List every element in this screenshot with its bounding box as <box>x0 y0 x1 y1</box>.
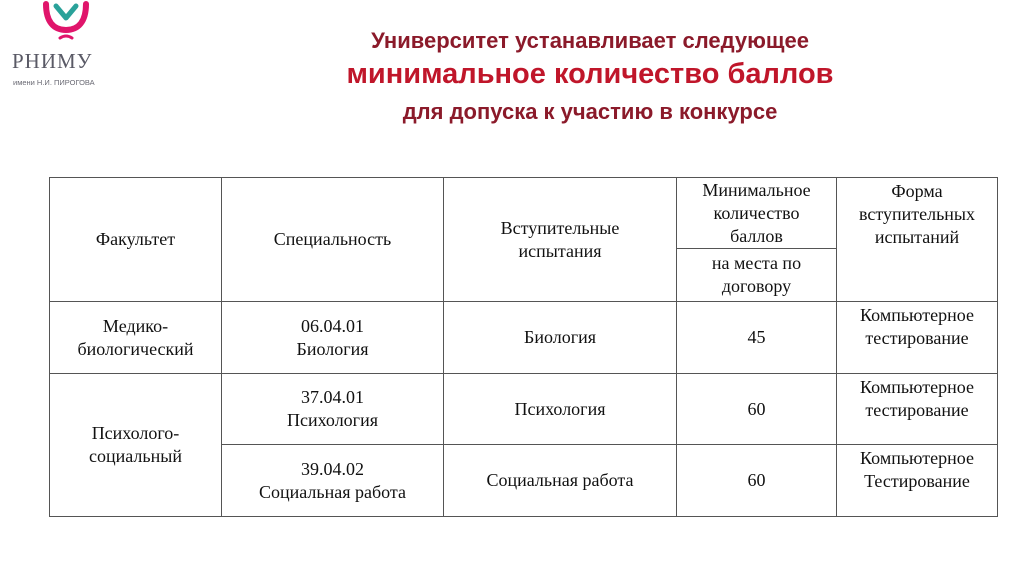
row-2-exam-text: Психология <box>514 398 606 419</box>
row-2-form <box>837 374 998 445</box>
header-min-score <box>677 178 837 249</box>
row-3-exam <box>444 445 677 517</box>
table-row <box>50 374 998 445</box>
row-1-specialty-name: Биология <box>296 338 369 359</box>
row-3-specialty <box>222 445 444 517</box>
logo-subtitle: имени Н.И. ПИРОГОВА <box>13 78 95 87</box>
heading-line-1: Университет устанавливает следующее <box>371 28 809 53</box>
admission-table <box>49 177 998 517</box>
heading-line-3: для допуска к участию в конкурсе <box>402 99 778 124</box>
header-specialty <box>222 178 444 302</box>
row-2-form-line-1: Компьютерное <box>860 377 974 397</box>
header-faculty <box>50 178 222 302</box>
header-exams <box>444 178 677 302</box>
university-logo <box>10 0 120 95</box>
table-header-row <box>50 178 998 249</box>
heading-line-2: минимальное количество баллов <box>346 58 834 90</box>
row-3-specialty-name: Социальная работа <box>259 481 406 502</box>
row-2-exam <box>444 374 677 445</box>
header-specialty-label: Специальность <box>273 229 392 249</box>
logo-name: РНИМУ <box>12 49 93 73</box>
header-faculty-label: Факультет <box>95 229 176 249</box>
header-exams-label: Вступительные испытания <box>500 217 620 261</box>
row-2-score <box>677 374 837 445</box>
row-1-specialty-code: 06.04.01 <box>301 315 364 336</box>
row-2-score-value: 60 <box>747 398 766 419</box>
header-min-score-label: Минимальное количество баллов <box>702 179 811 246</box>
header-contract-places <box>677 249 837 302</box>
row-1-form-line-2: тестирование <box>865 328 969 348</box>
row-3-form-line-1: Компьютерное <box>860 448 974 468</box>
row-3-specialty-code: 39.04.02 <box>301 458 364 479</box>
table-row <box>50 302 998 374</box>
row-1-specialty <box>222 302 444 374</box>
row-3-exam-text: Социальная работа <box>486 470 634 490</box>
rnimu-emblem-icon <box>40 0 92 42</box>
row-2-faculty-text: Психолого-социальный <box>89 423 182 466</box>
header-exam-form-label: Форма вступительных испытаний <box>858 181 976 247</box>
header-exam-form <box>837 178 998 302</box>
row-1-exam-text: Биология <box>523 327 596 347</box>
row-3-form <box>837 445 998 517</box>
row-1-faculty <box>50 302 222 374</box>
row-3-score <box>677 445 837 517</box>
header-contract-places-label: на места по договору <box>711 253 802 296</box>
row-1-exam <box>444 302 677 374</box>
row-3-score-value: 60 <box>747 470 766 490</box>
row-2-faculty <box>50 374 222 517</box>
row-2-specialty <box>222 374 444 445</box>
row-1-form <box>837 302 998 374</box>
row-2-specialty-name: Психология <box>287 410 378 430</box>
row-1-score-value: 45 <box>747 327 766 347</box>
row-3-form-line-2: Тестирование <box>864 471 970 491</box>
row-2-specialty-code: 37.04.01 <box>301 387 364 407</box>
row-1-form-line-1: Компьютерное <box>860 305 974 325</box>
row-1-faculty-text: Медико-биологический <box>77 315 194 359</box>
row-2-form-line-2: тестирование <box>865 400 969 420</box>
row-1-score <box>677 302 837 374</box>
